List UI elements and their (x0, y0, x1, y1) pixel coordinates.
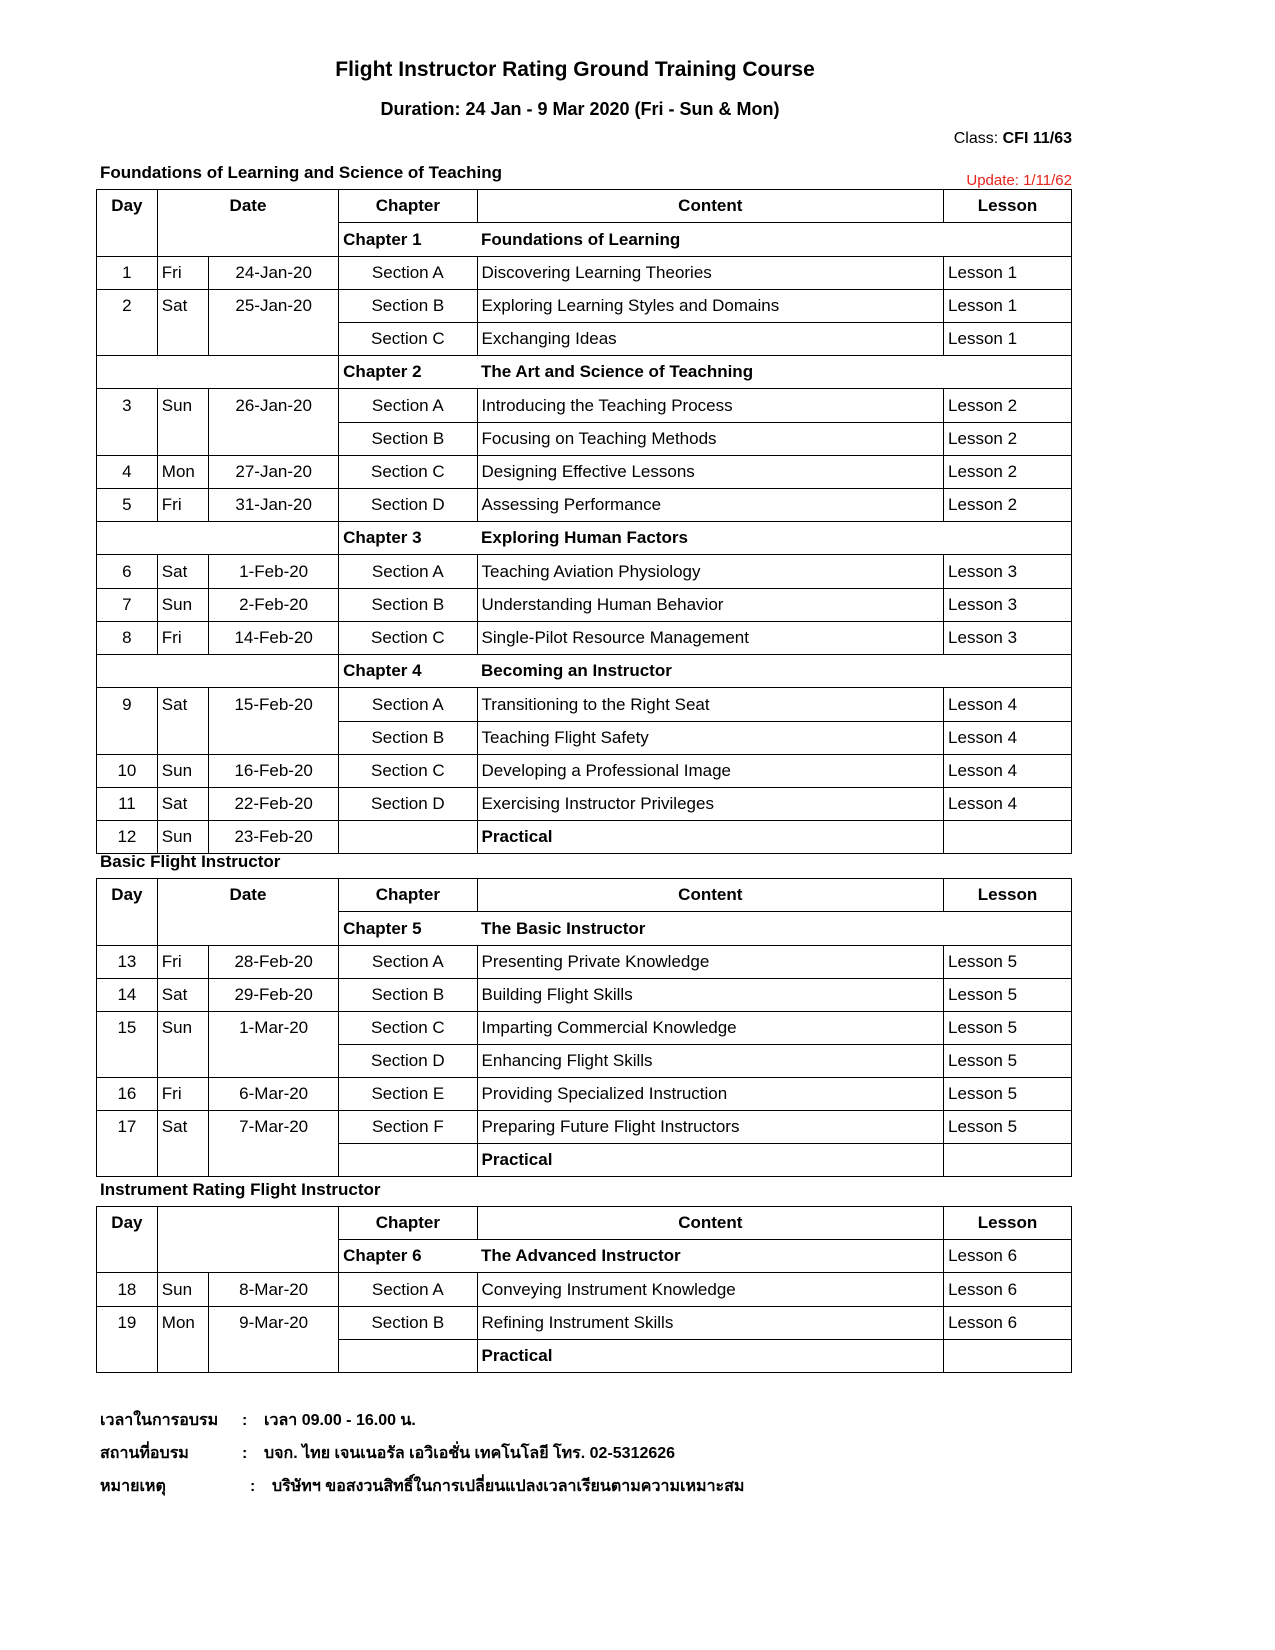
section-cell: Section B (339, 1307, 477, 1340)
day-cell: 3 (97, 389, 158, 423)
lesson-cell: Lesson 6 (944, 1273, 1072, 1307)
weekday-cell: Sun (157, 1012, 208, 1045)
date-cell: 8-Mar-20 (209, 1273, 339, 1307)
lesson-cell: Lesson 5 (944, 1078, 1072, 1111)
chapter-label: Chapter 3 (339, 522, 477, 555)
table-row (97, 722, 1072, 755)
weekday-cell: Mon (157, 1307, 208, 1340)
date-cell: 6-Mar-20 (209, 1078, 339, 1111)
day-cell: 6 (97, 555, 158, 589)
footer-label: หมายเหตุ (100, 1478, 166, 1495)
content-cell: Transitioning to the Right Seat (477, 688, 944, 722)
chapter-label: Chapter 6 (339, 1240, 477, 1273)
section-cell: Section A (339, 1273, 477, 1307)
table-row (97, 1307, 1072, 1340)
date-cell: 15-Feb-20 (209, 688, 339, 722)
lesson-cell: Lesson 6 (944, 1307, 1072, 1340)
table-row (97, 688, 1072, 722)
section-cell: Section C (339, 755, 477, 788)
table-row (97, 423, 1072, 456)
section-cell: Section A (339, 555, 477, 589)
weekday-cell: Sat (157, 555, 208, 589)
section-cell: Section F (339, 1111, 477, 1144)
date-cell: 1-Feb-20 (209, 555, 339, 589)
date-cell: 31-Jan-20 (209, 489, 339, 522)
footer-value: เวลา 09.00 - 16.00 น. (264, 1412, 416, 1429)
content-cell: Developing a Professional Image (477, 755, 944, 788)
weekday-cell: Sun (157, 755, 208, 788)
content-cell: Practical (477, 821, 944, 854)
section-cell: Section C (339, 622, 477, 655)
lesson-cell: Lesson 1 (944, 290, 1072, 323)
chapter-title: The Basic Instructor (477, 912, 1071, 946)
lesson-cell: Lesson 5 (944, 1111, 1072, 1144)
day-cell: 4 (97, 456, 158, 489)
lesson-cell: Lesson 4 (944, 788, 1072, 821)
col-day: Day (97, 879, 158, 912)
date-cell: 25-Jan-20 (209, 290, 339, 323)
col-lesson: Lesson (944, 190, 1072, 223)
date-cell: 29-Feb-20 (209, 979, 339, 1012)
date-cell: 7-Mar-20 (209, 1111, 339, 1144)
chapter-title: Foundations of Learning (477, 223, 1071, 257)
lesson-cell: Lesson 1 (944, 257, 1072, 290)
lesson-cell: Lesson 6 (944, 1240, 1072, 1273)
lesson-cell: Lesson 5 (944, 1012, 1072, 1045)
day-cell: 8 (97, 622, 158, 655)
content-cell: Practical (477, 1144, 944, 1177)
class-label: Class: (953, 130, 999, 147)
day-cell: 1 (97, 257, 158, 290)
col-content: Content (477, 879, 944, 912)
content-cell: Imparting Commercial Knowledge (477, 1012, 944, 1045)
table-row (97, 1111, 1072, 1144)
col-content: Content (477, 190, 944, 223)
section-cell: Section B (339, 722, 477, 755)
content-cell: Enhancing Flight Skills (477, 1045, 944, 1078)
day-cell: 11 (97, 788, 158, 821)
section-cell: Section D (339, 1045, 477, 1078)
col-content: Content (477, 1207, 944, 1240)
section-title-basic: Basic Flight Instructor (100, 852, 281, 871)
col-lesson: Lesson (944, 879, 1072, 912)
chapter-title: Becoming an Instructor (477, 655, 1071, 688)
class-value: CFI 11/63 (1002, 130, 1072, 147)
footer-training-time: เวลาในการอบรม : เวลา 09.00 - 16.00 น. (100, 1408, 416, 1433)
col-chapter: Chapter (339, 879, 477, 912)
page-title: Flight Instructor Rating Ground Training Course (335, 58, 815, 81)
weekday-cell: Sun (157, 589, 208, 622)
chapter-row (97, 522, 1072, 555)
table-header-row (97, 1207, 1072, 1240)
table-row (97, 1078, 1072, 1111)
table-row (97, 821, 1072, 854)
table-row (97, 755, 1072, 788)
content-cell: Single-Pilot Resource Management (477, 622, 944, 655)
schedule-table-foundations (96, 189, 1072, 854)
section-cell: Section A (339, 688, 477, 722)
table-row (97, 622, 1072, 655)
day-cell: 5 (97, 489, 158, 522)
table-row (97, 290, 1072, 323)
date-cell: 28-Feb-20 (209, 946, 339, 979)
day-cell: 19 (97, 1307, 158, 1340)
section-title-instrument: Instrument Rating Flight Instructor (100, 1180, 381, 1199)
section-cell: Section A (339, 257, 477, 290)
day-cell: 18 (97, 1273, 158, 1307)
lesson-cell: Lesson 1 (944, 323, 1072, 356)
table-row (97, 589, 1072, 622)
footer-remark: หมายเหตุ : บริษัทฯ ขอสงวนสิทธิ์ในการเปลี่ยนแปลงเวลาเรียนตามความเหมาะสม (100, 1474, 744, 1499)
weekday-cell: Mon (157, 456, 208, 489)
lesson-cell: Lesson 2 (944, 489, 1072, 522)
day-cell: 12 (97, 821, 158, 854)
schedule-table-instrument (96, 1206, 1072, 1373)
chapter-label: Chapter 4 (339, 655, 477, 688)
content-cell: Providing Specialized Instruction (477, 1078, 944, 1111)
content-cell: Designing Effective Lessons (477, 456, 944, 489)
section-cell: Section B (339, 423, 477, 456)
weekday-cell: Sat (157, 1111, 208, 1144)
table-row (97, 257, 1072, 290)
section-cell: Section B (339, 290, 477, 323)
chapter-row (97, 912, 1072, 946)
section-cell: Section B (339, 589, 477, 622)
course-duration: Duration: 24 Jan - 9 Mar 2020 (Fri - Sun & Mon) (380, 99, 780, 119)
day-cell: 14 (97, 979, 158, 1012)
content-cell: Conveying Instrument Knowledge (477, 1273, 944, 1307)
table-row (97, 979, 1072, 1012)
weekday-cell: Fri (157, 622, 208, 655)
section-cell: Section D (339, 788, 477, 821)
col-chapter: Chapter (339, 190, 477, 223)
content-cell: Exchanging Ideas (477, 323, 944, 356)
content-cell: Exercising Instructor Privileges (477, 788, 944, 821)
table-row (97, 555, 1072, 589)
lesson-cell: Lesson 2 (944, 389, 1072, 423)
col-lesson: Lesson (944, 1207, 1072, 1240)
content-cell: Building Flight Skills (477, 979, 944, 1012)
content-cell: Exploring Learning Styles and Domains (477, 290, 944, 323)
table-row (97, 946, 1072, 979)
section-title-foundations: Foundations of Learning and Science of Teaching (100, 163, 503, 182)
chapter-label: Chapter 2 (339, 356, 477, 389)
section-cell: Section C (339, 456, 477, 489)
chapter-title: Exploring Human Factors (477, 522, 1071, 555)
chapter-row (97, 356, 1072, 389)
day-cell: 17 (97, 1111, 158, 1144)
date-cell: 27-Jan-20 (209, 456, 339, 489)
col-chapter: Chapter (339, 1207, 477, 1240)
lesson-cell: Lesson 2 (944, 423, 1072, 456)
table-row (97, 788, 1072, 821)
footer-label: สถานที่อบรม (100, 1445, 189, 1462)
weekday-cell: Fri (157, 1078, 208, 1111)
content-cell: Discovering Learning Theories (477, 257, 944, 290)
weekday-cell: Sun (157, 1273, 208, 1307)
chapter-title: The Art and Science of Teachning (477, 356, 1071, 389)
col-date: Date (157, 879, 338, 912)
lesson-cell: Lesson 2 (944, 456, 1072, 489)
content-cell: Teaching Aviation Physiology (477, 555, 944, 589)
date-cell: 26-Jan-20 (209, 389, 339, 423)
weekday-cell: Sat (157, 290, 208, 323)
footer-value: บจก. ไทย เจนเนอรัล เอวิเอชั่น เทคโนโลยี โทร. 02-5312626 (264, 1445, 676, 1462)
date-cell: 16-Feb-20 (209, 755, 339, 788)
section-cell: Section D (339, 489, 477, 522)
day-cell: 16 (97, 1078, 158, 1111)
content-cell: Introducing the Teaching Process (477, 389, 944, 423)
table-row (97, 1045, 1072, 1078)
lesson-cell: Lesson 3 (944, 589, 1072, 622)
content-cell: Focusing on Teaching Methods (477, 423, 944, 456)
day-cell: 15 (97, 1012, 158, 1045)
schedule-table-basic (96, 878, 1072, 1177)
content-cell: Refining Instrument Skills (477, 1307, 944, 1340)
table-row (97, 1273, 1072, 1307)
section-cell: Section B (339, 979, 477, 1012)
chapter-row (97, 655, 1072, 688)
table-row (97, 323, 1072, 356)
lesson-cell: Lesson 5 (944, 1045, 1072, 1078)
chapter-row (97, 223, 1072, 257)
chapter-label: Chapter 1 (339, 223, 477, 257)
section-cell: Section E (339, 1078, 477, 1111)
lesson-cell: Lesson 4 (944, 755, 1072, 788)
col-day: Day (97, 190, 158, 223)
lesson-cell: Lesson 4 (944, 722, 1072, 755)
date-cell: 9-Mar-20 (209, 1307, 339, 1340)
day-cell: 10 (97, 755, 158, 788)
lesson-cell: Lesson 3 (944, 622, 1072, 655)
chapter-title: The Advanced Instructor (477, 1240, 944, 1273)
section-cell: Section C (339, 323, 477, 356)
lesson-cell: Lesson 3 (944, 555, 1072, 589)
table-row (97, 1340, 1072, 1373)
table-header-row (97, 879, 1072, 912)
section-cell: Section A (339, 389, 477, 423)
section-cell: Section A (339, 946, 477, 979)
lesson-cell: Lesson 4 (944, 688, 1072, 722)
table-row (97, 389, 1072, 423)
weekday-cell: Sat (157, 788, 208, 821)
weekday-cell: Sun (157, 821, 208, 854)
date-cell: 2-Feb-20 (209, 589, 339, 622)
chapter-label: Chapter 5 (339, 912, 477, 946)
lesson-cell: Lesson 5 (944, 979, 1072, 1012)
date-cell: 1-Mar-20 (209, 1012, 339, 1045)
weekday-cell: Fri (157, 489, 208, 522)
weekday-cell: Fri (157, 257, 208, 290)
weekday-cell: Sat (157, 979, 208, 1012)
content-cell: Understanding Human Behavior (477, 589, 944, 622)
date-cell: 24-Jan-20 (209, 257, 339, 290)
day-cell: 2 (97, 290, 158, 323)
chapter-row (97, 1240, 1072, 1273)
footer-label: เวลาในการอบรม (100, 1412, 219, 1429)
col-day: Day (97, 1207, 158, 1240)
table-row (97, 1144, 1072, 1177)
update-note: Update: 1/11/62 (966, 172, 1072, 189)
day-cell: 9 (97, 688, 158, 722)
day-cell: 13 (97, 946, 158, 979)
footer-value: บริษัทฯ ขอสงวนสิทธิ์ในการเปลี่ยนแปลงเวลาเรียนตามความเหมาะสม (272, 1478, 745, 1495)
class-info (954, 130, 1072, 148)
weekday-cell: Fri (157, 946, 208, 979)
table-row (97, 489, 1072, 522)
lesson-cell: Lesson 5 (944, 946, 1072, 979)
date-cell: 23-Feb-20 (209, 821, 339, 854)
section-cell: Section C (339, 1012, 477, 1045)
content-cell: Teaching Flight Safety (477, 722, 944, 755)
content-cell: Assessing Performance (477, 489, 944, 522)
date-cell: 22-Feb-20 (209, 788, 339, 821)
weekday-cell: Sat (157, 688, 208, 722)
content-cell: Presenting Private Knowledge (477, 946, 944, 979)
content-cell: Preparing Future Flight Instructors (477, 1111, 944, 1144)
content-cell: Practical (477, 1340, 944, 1373)
date-cell: 14-Feb-20 (209, 622, 339, 655)
table-row (97, 456, 1072, 489)
table-row (97, 1012, 1072, 1045)
day-cell: 7 (97, 589, 158, 622)
weekday-cell: Sun (157, 389, 208, 423)
col-date: Date (157, 190, 338, 223)
table-header-row (97, 190, 1072, 223)
footer-training-location: สถานที่อบรม : บจก. ไทย เจนเนอรัล เอวิเอชั่น เทคโนโลยี โทร. 02-5312626 (100, 1441, 675, 1466)
